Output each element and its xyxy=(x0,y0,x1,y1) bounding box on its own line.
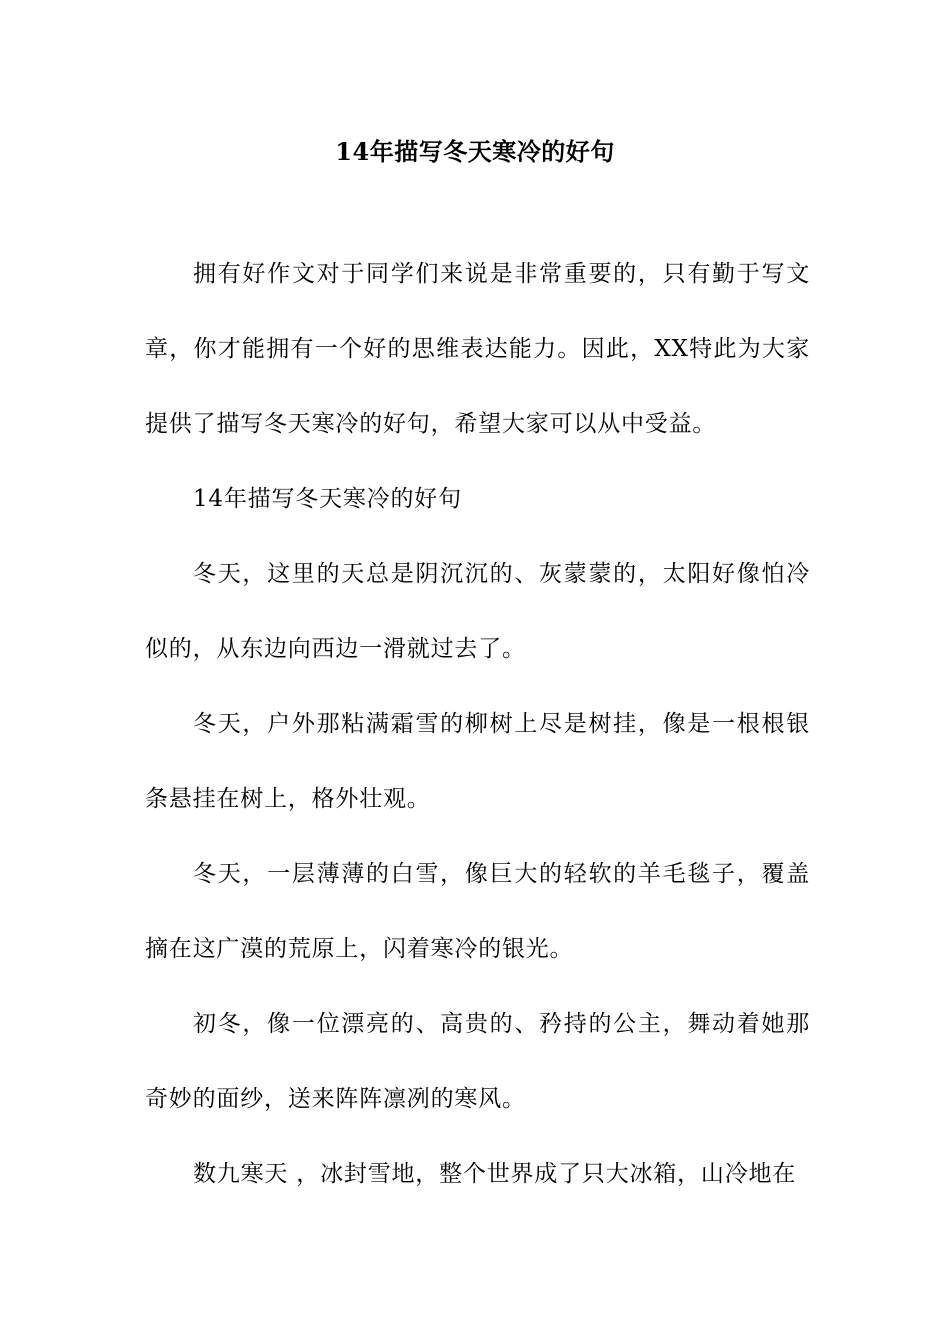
paragraph-sentence-5: 数九寒天 ，冰封雪地，整个世界成了只大冰箱，山冷地在 xyxy=(193,1161,797,1187)
document-title: 14年描写冬天寒冷的好句 xyxy=(335,137,615,166)
paragraph-sentence-2: 冬天，户外那粘满霜雪的柳树上尽是树挂，像是一根根银条悬挂在树上，格外壮观。 xyxy=(145,711,810,812)
paragraph-sentence-3: 冬天，一层薄薄的白雪，像巨大的轻软的羊毛毯子，覆盖摘在这广漠的荒原上，闪着寒冷的银光。 xyxy=(145,861,810,962)
paragraph-sentence-1: 冬天，这里的天总是阴沉沉的、灰蒙蒙的，太阳好像怕冷似的，从东边向西边一滑就过去了。 xyxy=(145,561,810,662)
document-body xyxy=(145,237,810,1212)
paragraph-subheading: 14年描写冬天寒冷的好句 xyxy=(193,486,462,512)
paragraph-sentence-4: 初冬，像一位漂亮的、高贵的、矜持的公主，舞动着她那奇妙的面纱，送来阵阵凛冽的寒风。 xyxy=(145,1011,810,1112)
paragraph-intro: 拥有好作文对于同学们来说是非常重要的，只有勤于写文章，你才能拥有一个好的思维表达能力。因此，XX特此为大家提供了描写冬天寒冷的好句，希望大家可以从中受益。 xyxy=(145,261,810,437)
